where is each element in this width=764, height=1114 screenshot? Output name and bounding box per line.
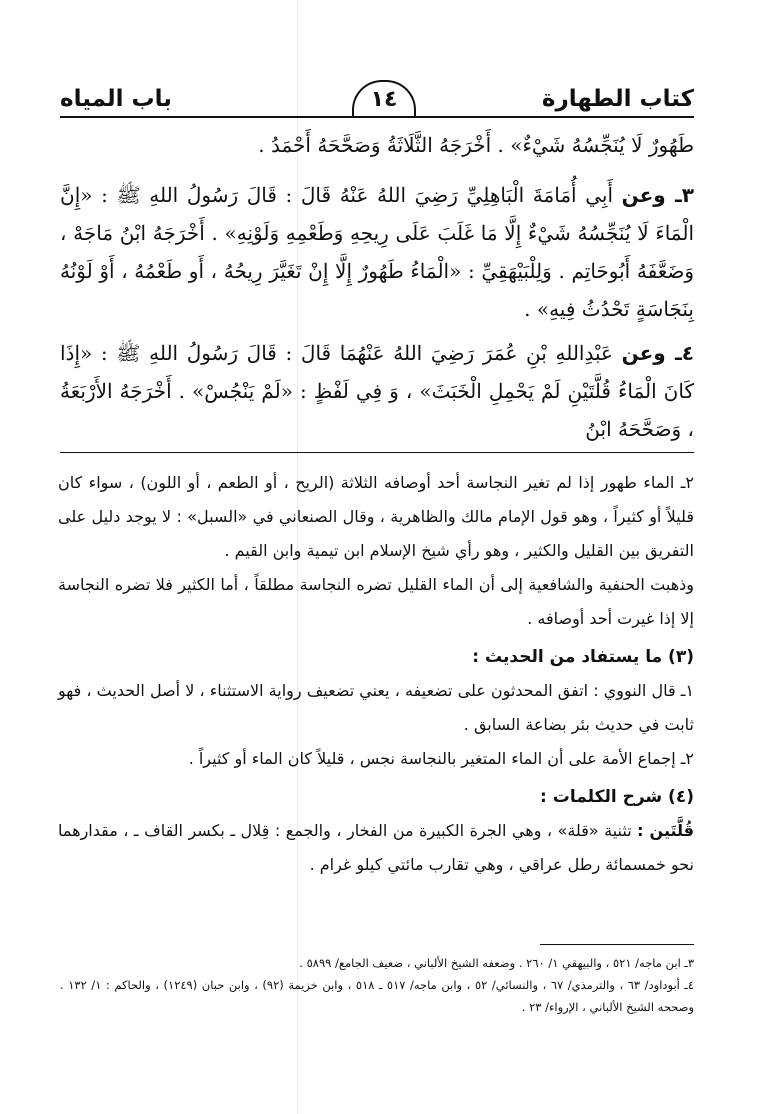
footnotes (60, 952, 694, 1018)
benefit-1: ١ـ قال النووي : اتفق المحدثون على تضعيفه ، يعني تضعيف رواية الاستثناء ، لا أصل الحديث ، فهو ثابت في حديث بئر بضاعة السابق . (58, 681, 694, 734)
benefits-heading: (٣) ما يستفاد من الحديث : (472, 647, 694, 667)
hadith-4 (60, 334, 694, 448)
hadith-4-number: ٤ـ وعن (621, 341, 694, 365)
footnote-3: ٣ـ ابن ماجه/ ٥٢١ ، والبيهقي ١/ ٢٦٠ . وضعفه الشيخ الألباني ، ضعيف الجامع/ ٥٨٩٩ . (299, 956, 694, 970)
commentary-point-2-cont: وذهبت الحنفية والشافعية إلى أن الماء القليل تضره النجاسة مطلقاً ، أما الكثير فلا تضره النجاسة إلا إذا غيرت أحد أوصافه . (58, 575, 694, 628)
word-definition: تثنية «قلة» ، وهي الجرة الكبيرة من الفخار ، والجمع : قِلال ـ بكسر القاف ـ ، مقدارهما نحو خمسمائة رطل عراقي ، وهي تقارب مائتي كيلو غرام . (58, 821, 694, 874)
header-rule (60, 116, 694, 118)
running-head (60, 84, 694, 114)
section-divider (60, 452, 694, 453)
words-heading: (٤) شرح الكلمات : (540, 787, 694, 807)
hadith-text (60, 126, 694, 448)
word-term: قُلَّتَين : (637, 821, 695, 840)
hadith-3 (60, 176, 694, 328)
hadith-3-number: ٣ـ وعن (621, 183, 694, 207)
footnote-rule (540, 944, 694, 945)
hadith-4-body: عَبْدِاللهِ بْنِ عُمَرَ رَضِيَ اللهُ عَنْهُمَا قَالَ : قَالَ رَسُولُ اللهِ ﷺ : «إِذَا كَانَ الْمَاءُ قُلَّتَيْنِ لَمْ يَحْمِلِ الْخَبَثَ» ، وَ فِي لَفْظٍ : «لَمْ يَنْجُسْ» . أَخْرَجَهُ الأَرْبَعَةُ ، وَصَحَّحَهُ ابْنُ (60, 341, 694, 441)
hadith-3-body: أَبِي أُمَامَةَ الْبَاهِلِيِّ رَضِيَ اللهُ عَنْهُ قَالَ : قَالَ رَسُولُ اللهِ ﷺ : «إِنَّ الْمَاءَ لَا يُنَجِّسُهُ شَيْءٌ إِلَّا مَا غَلَبَ عَلَى رِيحِهِ وَطَعْمِهِ وَلَوْنِهِ» . أَخْرَجَهُ ابْنُ مَاجَهْ ، وَضَعَّفَهُ أَبُوحَاتِم . وَلِلْبَيْهَقِيِّ : «الْمَاءُ طَهُورٌ إِلَّا إِنْ تَغَيَّرَ رِيحُهُ ، أَو طَعْمُهُ ، أَوْ لَوْنُهُ بِنَجَاسَةٍ تَحْدُثُ فِيهِ» . (60, 183, 694, 321)
commentary (58, 466, 694, 882)
hadith-2-ending: طَهُورٌ لَا يُنَجِّسُهُ شَيْءٌ» . أَخْرَجَهُ الثَّلَاثَةُ وَصَحَّحَهُ أَحْمَدُ . (258, 133, 694, 157)
chapter-title: باب المياه (60, 86, 172, 112)
commentary-point-2: ٢ـ الماء طهور إذا لم تغير النجاسة أحد أوصافه الثلاثة (الريح ، أو الطعم ، أو اللون) ، سواء كان قليلاً أو كثيراً ، وهو قول الإمام مالك والظاهرية ، وقال الصنعاني في «السبل» : لا يوجد دليل على التفريق بين القليل والكثير ، وهو رأي شيخ الإسلام ابن تيمية وابن القيم . (58, 473, 694, 560)
word-explanation (58, 814, 694, 882)
benefit-2: ٢ـ إجماع الأمة على أن الماء المتغير بالنجاسة نجس ، قليلاً كان الماء أو كثيراً . (188, 749, 694, 768)
book-title: كتاب الطهارة (541, 86, 694, 112)
page-number: ١٤ (352, 80, 416, 116)
footnote-4: ٤ـ أبوداود/ ٦٣ ، والترمذي/ ٦٧ ، والنسائي/ ٥٢ ، وابن ماجه/ ٥١٧ ـ ٥١٨ ، وابن خزيمة (٩٢) ، وابن حبان (١٢٤٩) ، والحاكم : ١/ ١٣٢ . وصححه الشيخ الألباني ، الإرواء/ ٢٣ . (60, 978, 694, 1014)
